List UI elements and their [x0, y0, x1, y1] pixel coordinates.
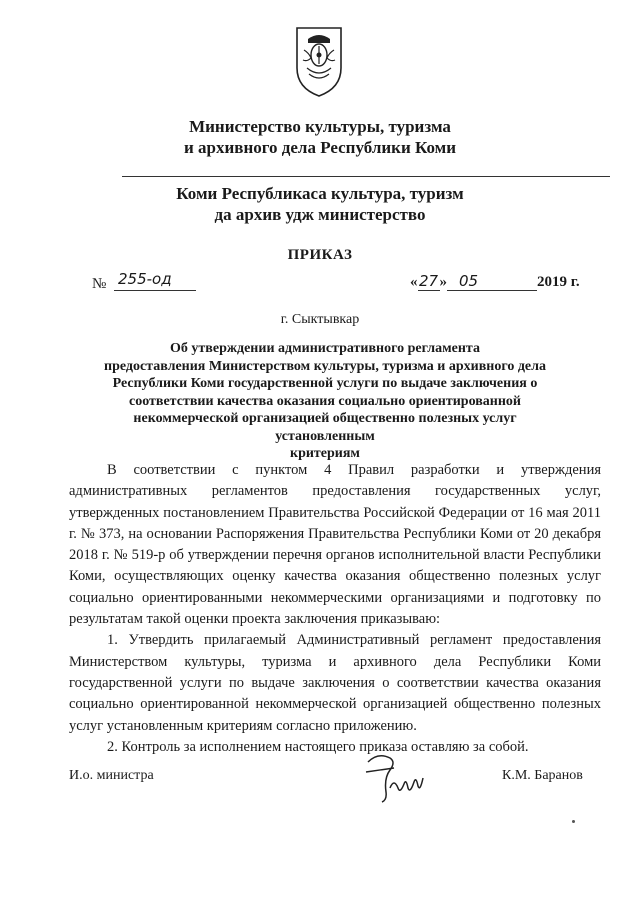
- date-month: 05: [447, 272, 537, 291]
- handwritten-signature-icon: [360, 748, 426, 806]
- subject-line-2: предоставления Министерством культуры, туризма и архивного дела: [104, 358, 546, 374]
- header-divider: [122, 176, 610, 177]
- ministry-ru-line-1: Министерство культуры, туризма: [189, 117, 451, 136]
- scan-speck: [572, 820, 575, 823]
- order-number-label: №: [92, 276, 107, 292]
- order-date: [410, 272, 580, 291]
- subject-line-1: Об утверждении административного регламента: [170, 341, 480, 356]
- ministry-ru-line-2: и архивного дела Республики Коми: [183, 138, 457, 157]
- date-close-quote: »: [439, 274, 447, 290]
- subject-line-5: некоммерческой организацией общественно полезных услуг установленным: [133, 411, 517, 444]
- coat-of-arms-icon: [291, 22, 347, 100]
- ministry-name-russian: [0, 116, 640, 158]
- subject-line-3: Республики Коми государственной услуги по выдаче заключения о: [112, 376, 538, 391]
- date-year: 2019 г.: [537, 274, 580, 290]
- signatory-name: К.М. Баранов: [502, 768, 583, 783]
- ministry-komi-line-2: да архив удж министерство: [214, 205, 426, 224]
- order-subject: [92, 340, 558, 463]
- ministry-komi-line-1: Коми Республикаса культура, туризм: [176, 184, 464, 203]
- body-clause-1: 1. Утвердить прилагаемый Административный регламент предоставления Министерством культуры, туризма и архивного дела Республики Коми государственной услуги по выдаче заключения о соответствии качества оказания социально ориентированной некоммерческой организацией общественно полезных услуг установленным критериям согласно приложению.: [69, 632, 601, 734]
- body-preamble: В соответствии с пунктом 4 Правил разработки и утверждения административных регламентов предоставления государственных услуг, утвержденных постановлением Правительства Российской Федерации от 16 мая 2011 г. № 373, на основании Распоряжения Правительства Республики Коми от 20 декабря 2018 г. № 519-р об утверждении перечня органов исполнительной власти Республики Коми, осуществляющих оценку качества оказания общественно полезных услуг социально ориентированными некоммерческими организациями и подготовку по результатам такой оценки проекта заключения приказываю:: [69, 462, 601, 628]
- order-body: [69, 460, 601, 758]
- order-number: 255-од: [114, 270, 196, 291]
- document-type: ПРИКАЗ: [287, 247, 353, 263]
- signatory-title: И.о. министра: [69, 768, 154, 783]
- subject-line-6: критериям: [290, 446, 360, 461]
- ministry-name-komi: [0, 183, 640, 225]
- date-open-quote: «: [410, 274, 418, 290]
- subject-line-4: соответствии качества оказания социально ориентированной: [129, 393, 521, 409]
- city: г. Сыктывкар: [280, 312, 360, 327]
- date-day: 27: [418, 272, 439, 290]
- body-clause-2: 2. Контроль за исполнением настоящего приказа оставляю за собой.: [107, 738, 529, 755]
